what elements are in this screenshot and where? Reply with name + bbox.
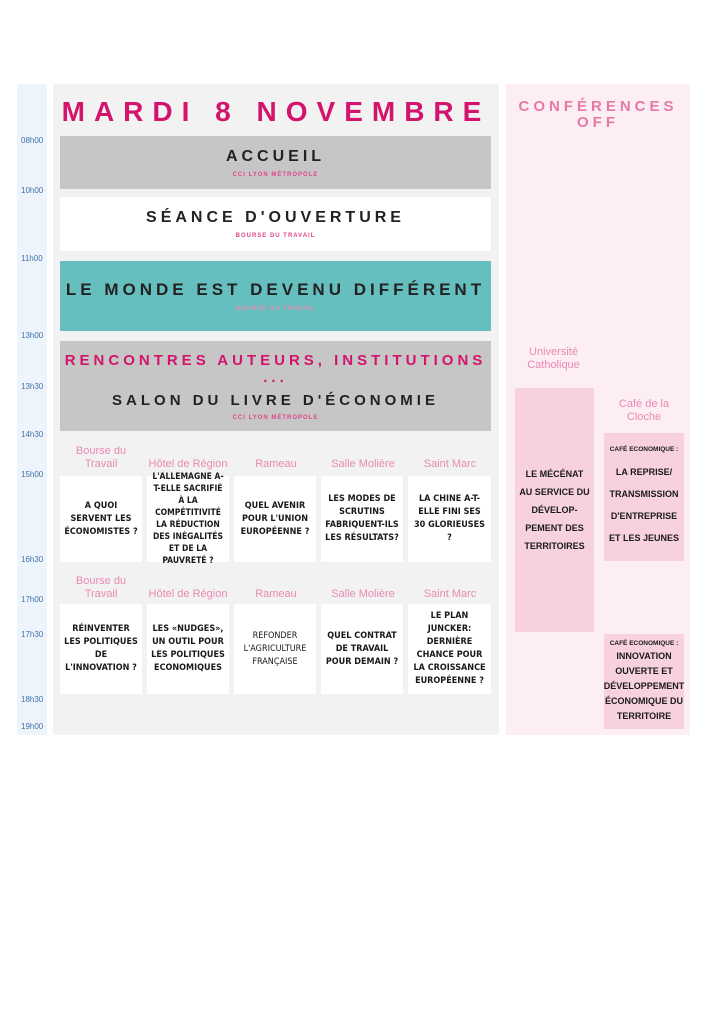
block-rencontres-title2: SALON DU LIVRE D'ÉCONOMIE <box>112 391 439 409</box>
off-talk-title: INNOVATION OUVERTE ET DÉVELOPPEMENT ÉCONOMIQUE DU TERRITOIRE <box>603 650 685 721</box>
off-title-line2: OFF <box>577 114 619 131</box>
off-title <box>506 99 690 131</box>
talk-card[interactable]: L'ALLEMAGNE A-T-ELLE SACRIFIÉ À LA COMPÉTITIVITÉ LA RÉDUCTION DES INÉGALITÉS ET DE LA PAUVRETÉ ? <box>147 476 229 562</box>
talk-card[interactable]: REFONDER L'AGRICULTURE FRANÇAISE <box>234 604 316 694</box>
talk-card[interactable]: LE PLAN JUNCKER: DERNIÈRE CHANCE POUR LA CROISSANCE EUROPÉENNE ? <box>408 604 491 694</box>
block-monde[interactable] <box>60 261 491 331</box>
talk-card[interactable]: RÉINVENTER LES POLITIQUES DE L'INNOVATION ? <box>60 604 142 694</box>
off-talk-label: CAFÉ ECONOMIQUE : <box>609 445 679 453</box>
block-accueil[interactable] <box>60 136 491 189</box>
talk-card[interactable]: QUEL CONTRAT DE TRAVAIL POUR DEMAIN ? <box>321 604 403 694</box>
venue-label: Salle Molière <box>331 588 395 600</box>
block-ouverture-venue: BOURSE DU TRAVAIL <box>235 233 316 239</box>
block-rencontres[interactable] <box>60 341 491 431</box>
block-accueil-venue: CCI LYON MÉTROPOLE <box>232 171 319 178</box>
off-talk-title: LA REPRISE/ TRANSMISSION D'ENTREPRISE ET LES JEUNES <box>608 466 680 543</box>
off-talk-label: CAFÉ ECONOMIQUE : <box>609 639 679 647</box>
venue-label: Bourse du Travail <box>75 575 127 600</box>
off-title-line1: CONFÉRENCES <box>518 98 678 115</box>
venue-label: Rameau <box>255 458 297 470</box>
time-label: 18h30 <box>21 695 44 704</box>
block-ouverture[interactable] <box>60 197 491 251</box>
venue-label: Hôtel de Région <box>148 588 228 600</box>
time-label: 17h00 <box>21 595 44 604</box>
venue-label: Café de la Cloche <box>618 398 670 423</box>
off-talk-cafe2[interactable] <box>604 634 684 729</box>
venue-label: Rameau <box>255 588 297 600</box>
time-label: 17h30 <box>21 630 44 639</box>
block-monde-venue: BOURSE DU TRAVAIL <box>235 306 316 312</box>
block-monde-title: LE MONDE EST DEVENU DIFFÉRENT <box>65 280 486 299</box>
time-label: 14h30 <box>21 430 44 439</box>
time-label: 15h00 <box>21 470 44 479</box>
venue-label: Université Catholique <box>527 346 580 371</box>
time-label: 11h00 <box>21 254 43 263</box>
talk-card[interactable]: LES MODES DE SCRUTINS FABRIQUENT-ILS LES RÉSULTATS? <box>321 476 403 562</box>
time-label: 13h00 <box>21 331 44 340</box>
time-label: 08h00 <box>21 136 44 145</box>
off-talk-cafe1[interactable] <box>604 433 684 561</box>
day-title: MARDI 8 NOVEMBRE <box>61 96 491 127</box>
venue-label: Salle Molière <box>331 458 395 470</box>
time-label: 10h00 <box>21 186 44 195</box>
time-label: 13h30 <box>21 382 44 391</box>
block-rencontres-title1: RENCONTRES AUTEURS, INSTITUTIONS ... <box>64 351 487 386</box>
talk-card[interactable]: LES «NUDGES», UN OUTIL POUR LES POLITIQUES ECONOMIQUES <box>147 604 229 694</box>
time-label: 16h30 <box>21 555 44 564</box>
venue-label: Saint Marc <box>423 588 477 600</box>
off-talk-universite[interactable]: LE MÉCÉNAT AU SERVICE DU DÉVELOP-PEMENT DES TERRITOIRES <box>515 388 594 632</box>
venue-label: Hôtel de Région <box>148 458 228 470</box>
venue-label: Saint Marc <box>423 458 477 470</box>
talk-card[interactable]: A QUOI SERVENT LES ÉCONOMISTES ? <box>60 476 142 562</box>
talk-card[interactable]: QUEL AVENIR POUR L'UNION EUROPÉENNE ? <box>234 476 316 562</box>
block-ouverture-title: SÉANCE D'OUVERTURE <box>146 209 405 226</box>
block-rencontres-venue: CCI LYON MÉTROPOLE <box>232 414 319 421</box>
talk-card[interactable]: LA CHINE A-T-ELLE FINI SES 30 GLORIEUSES ? <box>408 476 491 562</box>
time-label: 19h00 <box>21 722 44 731</box>
venue-label: Bourse du Travail <box>75 445 127 470</box>
block-accueil-title: ACCUEIL <box>225 147 326 165</box>
